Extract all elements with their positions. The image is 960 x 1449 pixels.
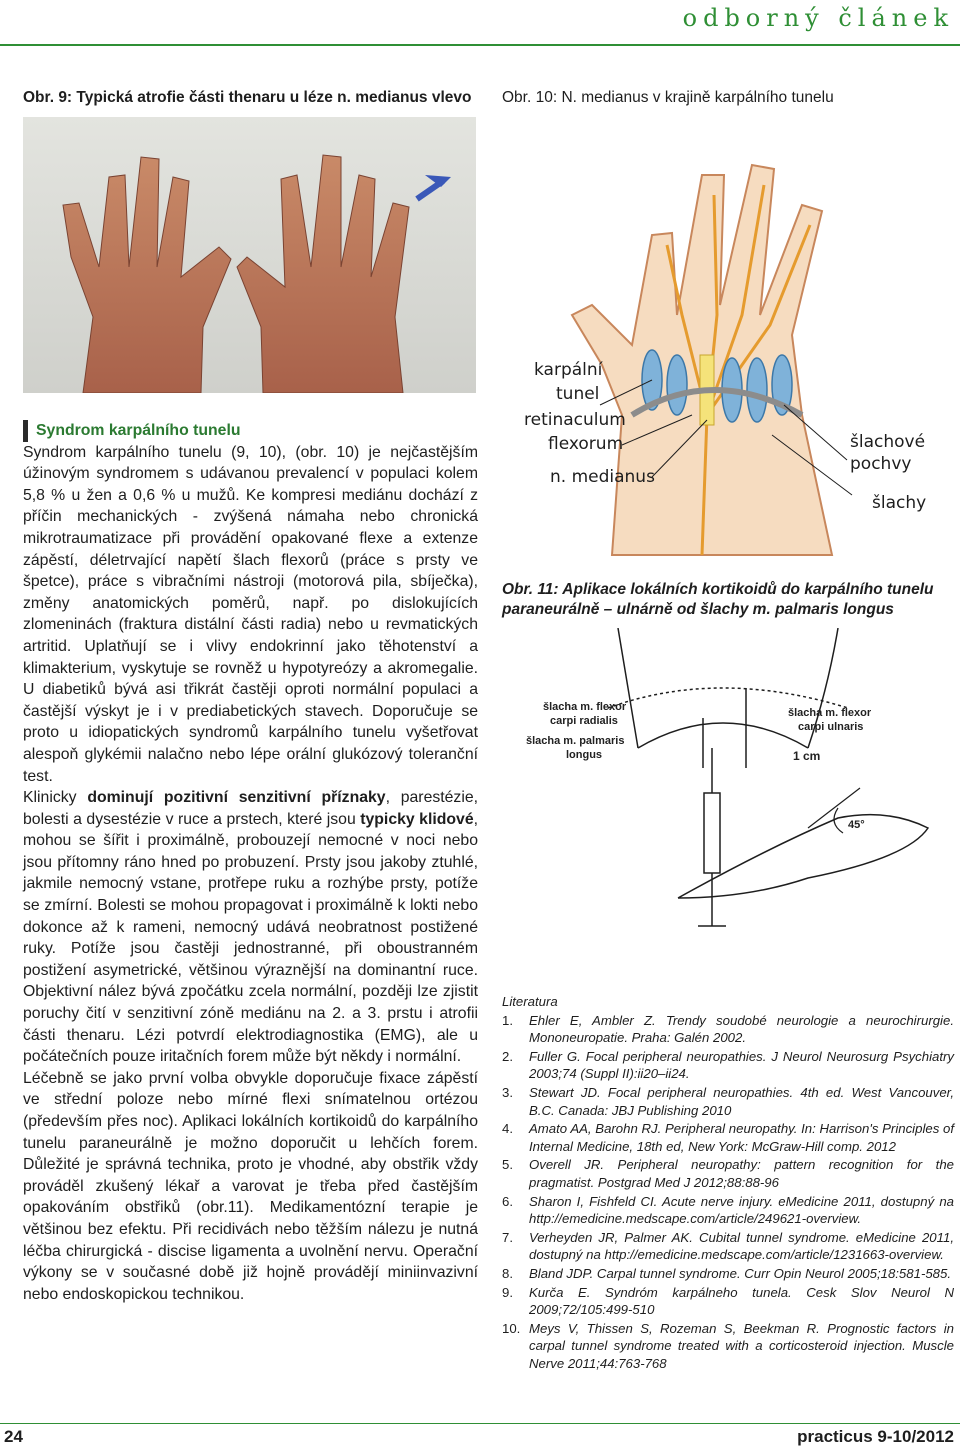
fig10-carpal-tunnel-illustration [502, 115, 954, 567]
reference-item [502, 1156, 954, 1191]
label-fcr-2: carpi radialis [550, 715, 618, 727]
footer-rule [0, 1423, 960, 1424]
fig11-injection-diagram [508, 628, 954, 934]
reference-item [502, 1193, 954, 1228]
section-heading: Syndrom karpálního tunelu [23, 420, 478, 442]
bold-symptoms: dominují pozitivní senzitivní příznaky [87, 789, 386, 807]
reference-number: 9. [502, 1284, 513, 1300]
reference-number: 10. [502, 1320, 521, 1336]
page-number: 24 [4, 1427, 23, 1446]
reference-item [502, 1229, 954, 1264]
reference-item [502, 1320, 954, 1373]
reference-item [502, 1012, 954, 1047]
reference-item [502, 1265, 954, 1283]
reference-number: 4. [502, 1121, 513, 1137]
fig9-caption: Obr. 9: Typická atrofie části thenaru u léze n. medianus vlevo [23, 89, 472, 106]
reference-text: Stewart JD. Focal peripheral neuropathies. 4th ed. West Vancouver, B.C. Canada: JBJ Publishing 2010 [529, 1084, 954, 1118]
reference-number: 6. [502, 1193, 513, 1209]
fig9-hands-photo [23, 117, 476, 393]
header-rule [0, 44, 960, 46]
label-1cm: 1 cm [793, 749, 821, 763]
reference-text: Overell JR. Peripheral neuropathy: pattern recognition for the pragmatist. Postgrad Med J 2012;88:88-96 [529, 1157, 954, 1190]
label-flexorum: flexorum [548, 434, 624, 454]
article-body [23, 420, 478, 1305]
label-fcu-1: šlacha m. flexor [788, 707, 872, 719]
reference-item [502, 1120, 954, 1155]
reference-number: 7. [502, 1229, 513, 1245]
fig11-caption: Obr. 11: Aplikace lokálních kortikoidů do karpálního tunelu paraneurálně – ulnárně od šlachy m. palmaris longus [502, 581, 934, 618]
reference-number: 2. [502, 1048, 513, 1064]
paragraph-1: Syndrom karpálního tunelu (9, 10), (obr. 10) je nejčastějším úžinovým syndromem s udávanou prevalencí v populaci kolem 5,8 % u žen a 0,6 % u mužů. Ke kompresi mediánu dochází z příčin mechanických - zvýšená námaha nebo chronická mikrotraumatizace při provádění opakované flexe a extenze zápěstí, déletrvající napětí šlach flexorů (práce s prsty ve špetce), práce s vibračními nástroji (motorová pila, sbíječka), změny anatomických poměrů, např. po dislokujících zlomeninách (fraktura distální části radia) nebo u revmatických artritid. Uplatňují se i vlivy endokrinní jako těhotenství a klimakterium, vyskytuje se rovněž u hypotyreózy a akromegalie. U diabetiků bývá asi třikrát častěji oproti normální populaci a častější výskyt je i v prediabetických stavech. Doporučuje se proto u idiopatických syndromů karpálního tunelu vyšetřovat alespoň glykémii nalačno nebo lépe orální glukózový toleranční test. [23, 443, 478, 785]
bold-rest: typicky klidové [360, 810, 474, 828]
label-pl-2: longus [566, 749, 603, 761]
label-retinaculum: retinaculum [524, 410, 626, 430]
reference-number: 1. [502, 1012, 513, 1028]
label-angle: 45° [848, 819, 865, 831]
label-fcu-2: carpi ulnaris [798, 721, 864, 733]
reference-text: Sharon I, Fishfeld CI. Acute nerve injury. eMedicine 2011, dostupný na http://emedicine.medscape.com/article/249621-overview. [529, 1193, 954, 1227]
label-karpalni: karpální [534, 360, 603, 380]
reference-text: Amato AA, Barohn RJ. Peripheral neuropathy. In: Harrison's Principles of Internal Medicine, 18th ed, New York: McGraw-Hill comp. 2012 [529, 1121, 954, 1154]
paragraph-2: Klinicky dominují pozitivní senzitivní příznaky, parestézie, bolesti a dysestézie v ruce a prstech, které jsou typicky klidové, mohou se šířit i proximálně, probouzejí nemocné v noci nebo jsou přítomny ráno hned po probuzení. Prsty jsou jakoby ztuhlé, jakmile nemocný vstane, protřepe ruku a rozhýbe prsty, potíže se zmírní. Bolesti se mohou propagovat i proximálně k lokti nebo dokonce až k rameni, nemocný udává neobratnost postižené ruky. Potíže jsou častěji jednostranné, při oboustranném postižení asymetrické, většinou výraznější na dominantní ruce. Objektivní nález bývá zpočátku zcela normální, později lze zjistit poruchy čití v senzitivní zóně mediánu na 2. a 3. prstu i atrofii části thenaru. Lézi potvrdí elektrodiagnostika (EMG), ale u počátečních pouze iritačních forem může být někdy i normální. [23, 789, 479, 1066]
section-title: odborný článek [682, 4, 954, 32]
reference-item [502, 1048, 954, 1083]
paragraph-3: Léčebně se jako první volba obvykle doporučuje fixace zápěstí ve střední poloze nebo mírné flexi snímatelnou ortézou (především přes noc). Aplikaci lokálních kortikoidů do karpálního tunelu paraneurálně je možno doporučit u lehčích forem. Důležité je správná technika, proto je vhodné, aby obstřik vždy prováděl zkušený lékař a varovat je třeba před častějším opakováním obstřiků (obr.11). Medikamentózní terapie je většinou bez efektu. Při recidivách nebo těžším nálezu je nutná léčba chirurgická - discise ligamenta a uvolnění nervu. Operační výkony se v současné době již hojně provádějí miniinvazivní nebo endoskopickou technikou. [23, 1069, 478, 1303]
label-pochvy: pochvy [850, 454, 912, 474]
label-medianus: n. medianus [550, 467, 655, 487]
label-pl-1: šlacha m. palmaris [526, 735, 625, 747]
reference-text: Kurča E. Syndróm karpálneho tunela. Cesk Slov Neurol N 2009;72/105:499-510 [529, 1284, 954, 1318]
label-fcr-1: šlacha m. flexor [543, 701, 627, 713]
literature-title: Literatura [502, 994, 558, 1009]
reference-text: Fuller G. Focal peripheral neuropathies. J Neurol Neurosurg Psychiatry 2003;74 (Suppl II):ii20–ii24. [529, 1048, 954, 1082]
reference-number: 5. [502, 1157, 513, 1173]
reference-number: 8. [502, 1265, 513, 1281]
label-slachy: šlachy [872, 493, 927, 513]
reference-text: Meys V, Thissen S, Rozeman S, Beekman R. Prognostic factors in carpal tunnel syndrome treated with a corticosteroid injection. Muscle Nerve 2011;44:763-768 [529, 1320, 954, 1371]
fig10-caption: Obr. 10: N. medianus v krajině karpálního tunelu [502, 89, 834, 106]
label-tunel: tunel [556, 384, 600, 404]
label-slachove: šlachové [850, 432, 926, 452]
reference-item [502, 1284, 954, 1319]
literature-list [502, 993, 954, 1373]
journal-name: practicus 9-10/2012 [797, 1427, 954, 1446]
reference-number: 3. [502, 1084, 513, 1100]
reference-text: Bland JDP. Carpal tunnel syndrome. Curr Opin Neurol 2005;18:581-585. [529, 1265, 951, 1281]
reference-text: Verheyden JR, Palmer AK. Cubital tunnel syndrome. eMedicine 2011, dostupný na http://emedicine.medscape.com/article/1231663-overview. [529, 1229, 954, 1263]
reference-item [502, 1084, 954, 1119]
reference-text: Ehler E, Ambler Z. Trendy soudobé neurologie a neurochirurgie. Mononeuropatie. Praha: Galén 2002. [529, 1012, 954, 1046]
